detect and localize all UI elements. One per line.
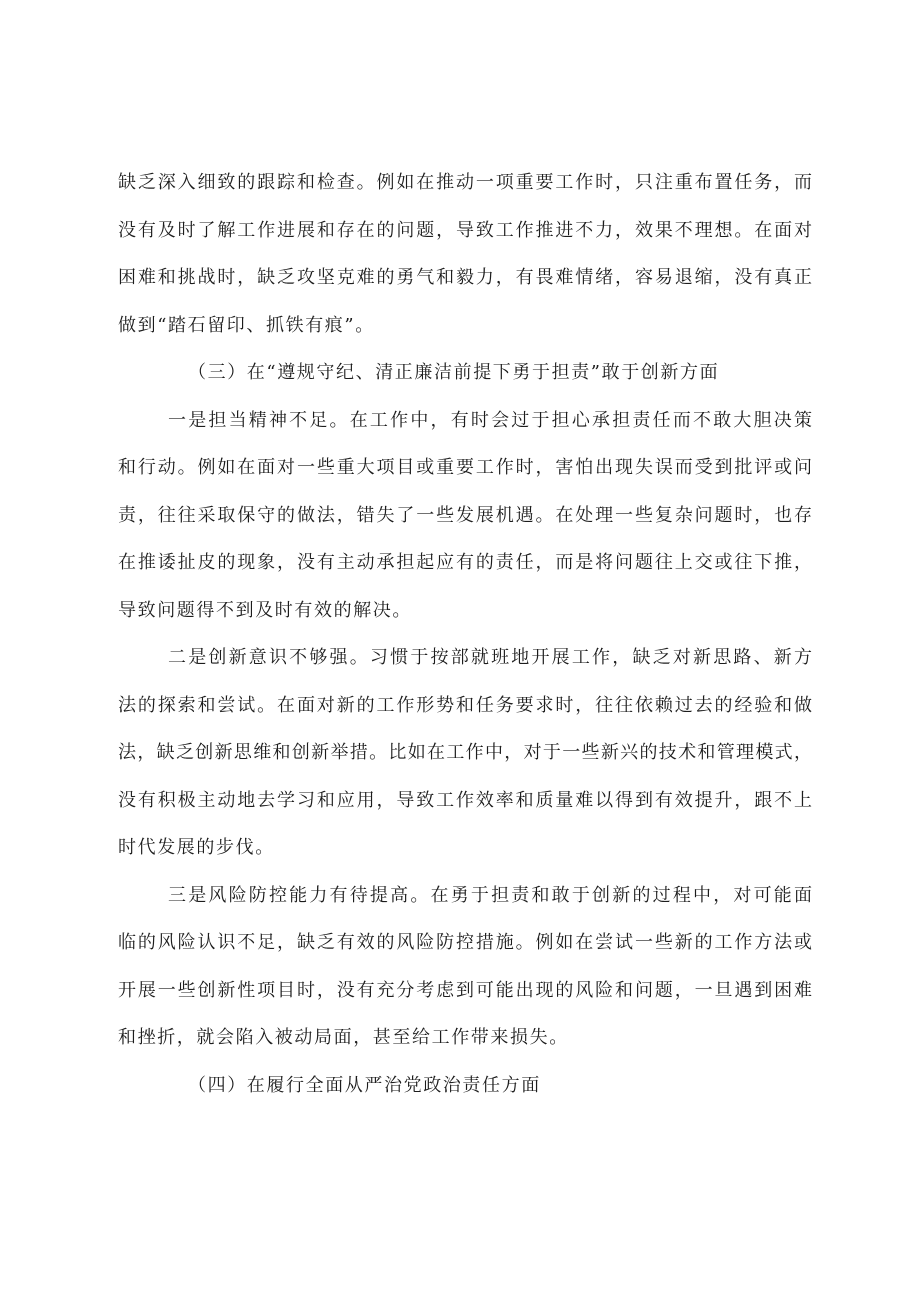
paragraph-line: 三是风险防控能力有待提高。在勇于担责和敢于创新的过程中，对可能面 xyxy=(168,885,812,906)
paragraph-line: 没有积极主动地去学习和应用，导致工作效率和质量难以得到有效提升，跟不上 xyxy=(118,790,812,811)
paragraph-line: 临的风险认识不足，缺乏有效的风险防控措施。例如在尝试一些新的工作方法或 xyxy=(118,932,812,953)
paragraph-line: 开展一些创新性项目时，没有充分考虑到可能出现的风险和问题，一旦遇到困难 xyxy=(118,980,812,1001)
section-heading: （三）在“遵规守纪、清正廉洁前提下勇于担责”敢于创新方面 xyxy=(188,362,720,383)
paragraph-line: 法的探索和尝试。在面对新的工作形势和任务要求时，往往依赖过去的经验和做 xyxy=(118,695,812,716)
paragraph-line: 缺乏深入细致的跟踪和检查。例如在推动一项重要工作时，只注重布置任务，而 xyxy=(118,172,812,193)
paragraph-line: 和行动。例如在面对一些重大项目或重要工作时，害怕出现失误而受到批评或问 xyxy=(118,457,812,478)
paragraph-line: 责，往往采取保守的做法，错失了一些发展机遇。在处理一些复杂问题时，也存 xyxy=(118,505,812,526)
paragraph-line: 二是创新意识不够强。习惯于按部就班地开展工作，缺乏对新思路、新方 xyxy=(168,647,812,668)
paragraph-line: 没有及时了解工作进展和存在的问题，导致工作推进不力，效果不理想。在面对 xyxy=(118,220,812,241)
paragraph-line: 在推诿扯皮的现象，没有主动承担起应有的责任，而是将问题往上交或往下推， xyxy=(118,552,812,573)
paragraph-line: 时代发展的步伐。 xyxy=(118,837,275,858)
paragraph-line: 一是担当精神不足。在工作中，有时会过于担心承担责任而不敢大胆决策 xyxy=(168,410,812,431)
paragraph-line: 和挫折，就会陷入被动局面，甚至给工作带来损失。 xyxy=(118,1027,569,1048)
section-heading: （四）在履行全面从严治党政治责任方面 xyxy=(188,1075,541,1096)
paragraph-line: 导致问题得不到及时有效的解决。 xyxy=(118,600,412,621)
paragraph-line: 法，缺乏创新思维和创新举措。比如在工作中，对于一些新兴的技术和管理模式， xyxy=(118,742,812,763)
paragraph-line: 做到“踏石留印、抓铁有痕”。 xyxy=(118,315,375,336)
paragraph-line: 困难和挑战时，缺乏攻坚克难的勇气和毅力，有畏难情绪，容易退缩，没有真正 xyxy=(118,267,812,288)
